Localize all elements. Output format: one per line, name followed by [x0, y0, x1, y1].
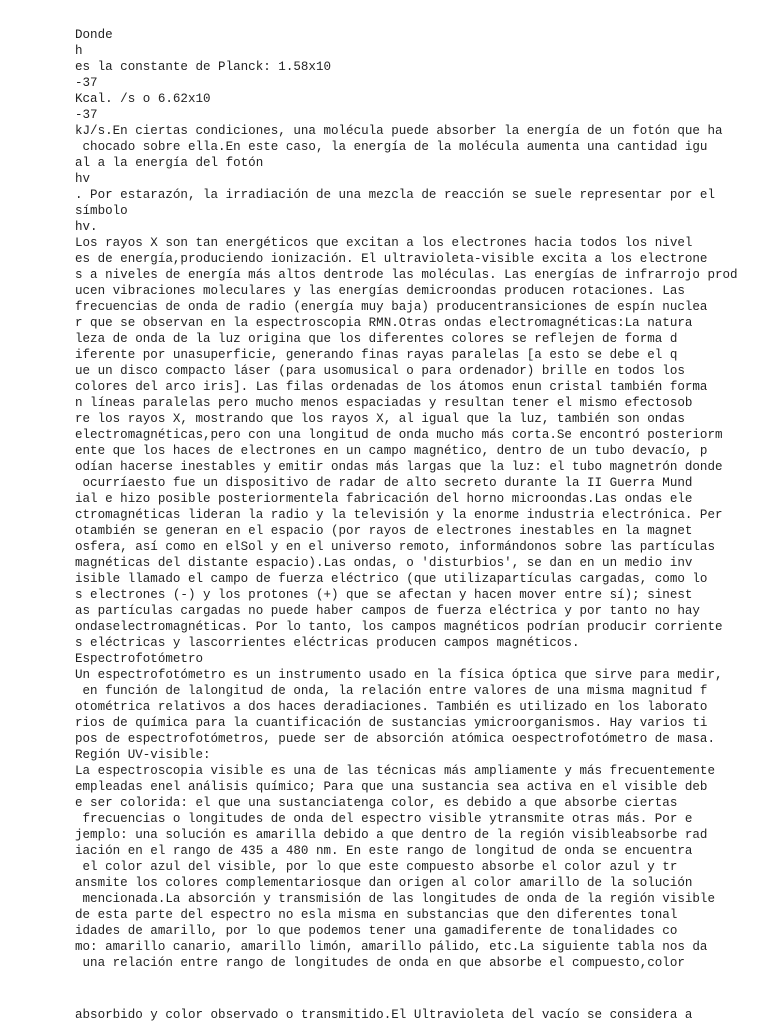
- document-continuation-line: absorbido y color observado o transmitido.El Ultravioleta del vacío se considera a: [75, 1008, 693, 1022]
- text-line: colores del arco iris]. Las filas ordenadas de los átomos enun cristal también forma: [75, 380, 708, 394]
- text-line: n líneas paralelas pero mucho menos espaciadas y resultan tener el mismo efectosob: [75, 396, 693, 410]
- text-line: isible llamado el campo de fuerza eléctrico (que utilizapartículas cargadas, como lo: [75, 572, 708, 586]
- text-line: ctromagnéticas lideran la radio y la televisión y la enorme industria electrónica. Per: [75, 508, 723, 522]
- text-line: Un espectrofotómetro es un instrumento usado en la física óptica que sirve para medir,: [75, 668, 723, 682]
- text-line: odían hacerse inestables y emitir ondas más largas que la luz: el tubo magnetrón donde: [75, 460, 723, 474]
- text-line: de esta parte del espectro no esla misma en substancias que den diferentes tonal: [75, 908, 678, 922]
- text-line: leza de onda de la luz origina que los diferentes colores se reflejen de forma d: [75, 332, 678, 346]
- text-line: -37: [75, 108, 98, 122]
- text-line: ial e hizo posible posteriormentela fabricación del horno microondas.Las ondas ele: [75, 492, 693, 506]
- text-line: el color azul del visible, por lo que este compuesto absorbe el color azul y tr: [75, 860, 678, 874]
- text-line: ondaselectromagnéticas. Por lo tanto, los campos magnéticos podrían producir corriente: [75, 620, 723, 634]
- text-line: frecuencias o longitudes de onda del espectro visible ytransmite otras más. Por e: [75, 812, 693, 826]
- text-line: frecuencias de onda de radio (energía muy baja) producentransiciones de espín nuclea: [75, 300, 708, 314]
- text-line: al a la energía del fotón: [75, 156, 264, 170]
- text-line: chocado sobre ella.En este caso, la energía de la molécula aumenta una cantidad igu: [75, 140, 708, 154]
- text-line: una relación entre rango de longitudes de onda en que absorbe el compuesto,color: [75, 956, 685, 970]
- text-line: ue un disco compacto láser (para usomusical o para ordenador) brille en todos los: [75, 364, 685, 378]
- text-line: . Por estarazón, la irradiación de una mezcla de reacción se suele representar por el: [75, 188, 715, 202]
- text-line: h: [75, 44, 83, 58]
- text-line: s eléctricas y lascorrientes eléctricas producen campos magnéticos.: [75, 636, 580, 650]
- text-line: ucen vibraciones moleculares y las energías demicroondas producen rotaciones. Las: [75, 284, 685, 298]
- text-line: s electrones (-) y los protones (+) que se afectan y hacen mover entre sí); sinest: [75, 588, 693, 602]
- text-line: mo: amarillo canario, amarillo limón, amarillo pálido, etc.La siguiente tabla nos da: [75, 940, 708, 954]
- text-line: pos de espectrofotómetros, puede ser de absorción atómica oespectrofotómetro de masa.: [75, 732, 715, 746]
- text-line: electromagnéticas,pero con una longitud de onda mucho más corta.Se encontró posteriorm: [75, 428, 723, 442]
- text-line: empleadas enel análisis químico; Para que una sustancia sea activa en el visible deb: [75, 780, 708, 794]
- text-line: osfera, así como en elSol y en el universo remoto, informándonos sobre las partículas: [75, 540, 715, 554]
- text-line: r que se observan en la espectroscopia RMN.Otras ondas electromagnéticas:La natura: [75, 316, 693, 330]
- text-line: Espectrofotómetro: [75, 652, 203, 666]
- text-line: rios de química para la cuantificación de sustancias ymicroorganismos. Hay varios ti: [75, 716, 708, 730]
- text-line: ansmite los colores complementariosque dan origen al color amarillo de la solución: [75, 876, 693, 890]
- text-line: La espectroscopia visible es una de las técnicas más ampliamente y más frecuentemente: [75, 764, 715, 778]
- text-line: ocurríaesto fue un dispositivo de radar de alto secreto durante la II Guerra Mund: [75, 476, 693, 490]
- text-line: Región UV-visible:: [75, 748, 211, 762]
- text-line: hv: [75, 172, 91, 186]
- text-line: ente que los haces de electrones en un campo magnético, dentro de un tubo devacío, p: [75, 444, 708, 458]
- text-line: Los rayos X son tan energéticos que excitan a los electrones hacia todos los nivel: [75, 236, 693, 250]
- text-line: símbolo: [75, 204, 128, 218]
- text-line: magnéticas del distante espacio).Las ondas, o 'disturbios', se dan en un medio inv: [75, 556, 693, 570]
- text-line: iación en el rango de 435 a 480 nm. En este rango de longitud de onda se encuentra: [75, 844, 693, 858]
- text-line: es la constante de Planck: 1.58x10: [75, 60, 331, 74]
- text-line: hv.: [75, 220, 98, 234]
- text-line: re los rayos X, mostrando que los rayos X, al igual que la luz, también son ondas: [75, 412, 685, 426]
- text-line: otambién se generan en el espacio (por rayos de electrones inestables en la magnet: [75, 524, 693, 538]
- text-line: kJ/s.En ciertas condiciones, una molécula puede absorber la energía de un fotón que ha: [75, 124, 723, 138]
- text-line: en función de lalongitud de onda, la relación entre valores de una misma magnitud f: [75, 684, 708, 698]
- text-line: iferente por unasuperficie, generando finas rayas paralelas [a esto se debe el q: [75, 348, 678, 362]
- text-line: es de energía,produciendo ionización. El ultravioleta-visible excita a los electrone: [75, 252, 708, 266]
- text-line: s a niveles de energía más altos dentrode las moléculas. Las energías de infrarrojo prod: [75, 268, 738, 282]
- text-line: -37: [75, 76, 98, 90]
- text-line: jemplo: una solución es amarilla debido a que dentro de la región visibleabsorbe rad: [75, 828, 708, 842]
- text-line: Kcal. /s o 6.62x10: [75, 92, 211, 106]
- text-line: otométrica relativos a dos haces deradiaciones. También es utilizado en los laborato: [75, 700, 708, 714]
- document-body-text: [75, 27, 755, 971]
- text-line: idades de amarillo, por lo que podemos tener una gamadiferente de tonalidades co: [75, 924, 678, 938]
- text-line: Donde: [75, 28, 113, 42]
- text-line: mencionada.La absorción y transmisión de las longitudes de onda de la región visible: [75, 892, 715, 906]
- text-line: as partículas cargadas no puede haber campos de fuerza eléctrica y por tanto no hay: [75, 604, 700, 618]
- text-line: e ser colorida: el que una sustanciatenga color, es debido a que absorbe ciertas: [75, 796, 678, 810]
